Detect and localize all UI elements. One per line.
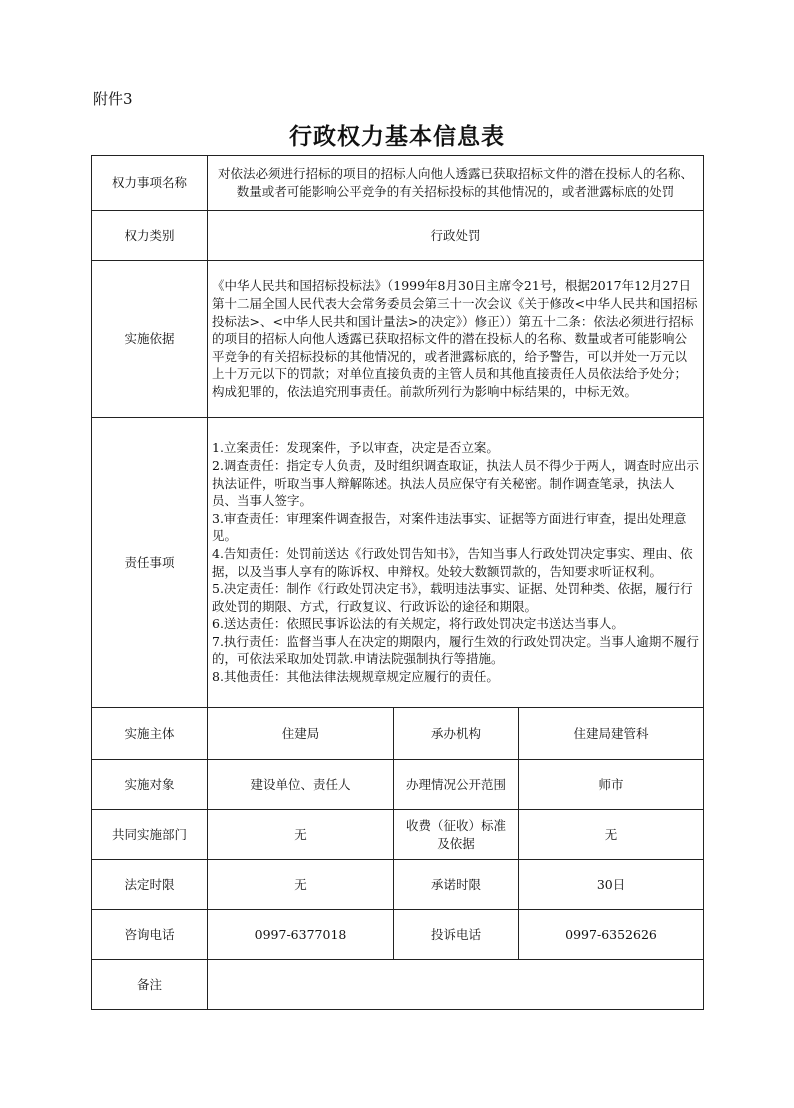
responsibility-item: 3.审查责任：审理案件调查报告，对案件违法事实、证据等方面进行审查，提出处理意见。 [212,510,687,544]
promised-time-value: 30日 [519,860,704,910]
complaint-phone-value: 0997-6352626 [519,910,704,960]
responsibility-item: 8.其他责任：其他法律法规规章规定应履行的责任。 [212,669,499,685]
basis-label: 实施依据 [92,261,208,418]
category-value: 行政处罚 [208,211,704,261]
row-time-limit [92,860,704,910]
responsibilities-label: 责任事项 [92,418,208,708]
consult-phone-label: 咨询电话 [92,910,208,960]
subject-value: 住建局 [208,708,394,760]
time-limit-label: 法定时限 [92,860,208,910]
remarks-value [208,960,704,1010]
power-name-value: 对依法必须进行招标的项目的招标人向他人透露已获取招标文件的潜在投标人的名称、数量或者可能影响公平竞争的有关招标投标的其他情况的，或者泄露标底的处罚 [208,156,704,211]
target-value: 建设单位、责任人 [208,760,394,810]
responsibility-item: 1.立案责任：发现案件，予以审查，决定是否立案。 [212,440,499,456]
target-label: 实施对象 [92,760,208,810]
agency-value: 住建局建管科 [519,708,704,760]
power-name-label: 权力事项名称 [92,156,208,211]
basis-value: 《中华人民共和国招标投标法》（1999年8月30日主席令21号，根据2017年12月27日第十二届全国人民代表大会常务委员会第三十一次会议《关于修改<中华人民共和国招标投标法>、<中华人民共和国计量法>的决定》）修正））第五十二条：依法必须进行招标的项目的招标人向他人透露已获取招标文件的潜在投标人的名称、数量或者可能影响公平竞争的有关招标投标的其他情况的，或者泄露标底的，给予警告，可以并处一万元以上十万元以下的罚款；对单位直接负责的主管人员和其他直接责任人员依法给予处分；构成犯罪的，依法追究刑事责任。前款所列行为影响中标结果的，中标无效。 [208,261,704,418]
responsibility-item: 4.告知责任：处罚前送达《行政处罚告知书》，告知当事人行政处罚决定事实、理由、依据，以及当事人享有的陈诉权、申辩权。处较大数额罚款的，告知要求听证权利。 [212,545,693,579]
fee-standard-value: 无 [519,810,704,860]
remarks-label: 备注 [92,960,208,1010]
disclosure-scope-value: 师市 [519,760,704,810]
row-target [92,760,704,810]
joint-dept-value: 无 [208,810,394,860]
consult-phone-value: 0997-6377018 [208,910,394,960]
responsibilities-list [208,418,704,708]
row-subject [92,708,704,760]
time-limit-value: 无 [208,860,394,910]
disclosure-scope-label: 办理情况公开范围 [394,760,519,810]
row-power-name [92,156,704,211]
promised-time-label: 承诺时限 [394,860,519,910]
info-table [91,155,704,1010]
row-basis [92,261,704,418]
attachment-label: 附件3 [93,90,133,108]
fee-standard-label: 收费（征收）标准及依据 [394,810,519,860]
responsibility-item: 2.调查责任：指定专人负责，及时组织调查取证，执法人员不得少于两人，调查时应出示执法证件，听取当事人辩解陈述。执法人员应保守有关秘密。制作调查笔录，执法人员、当事人签字。 [212,457,699,509]
row-joint-dept [92,810,704,860]
row-phone [92,910,704,960]
responsibility-item: 5.决定责任：制作《行政处罚决定书》，载明违法事实、证据、处罚种类、依据，履行行政处罚的期限、方式，行政复议、行政诉讼的途径和期限。 [212,581,693,614]
row-remarks [92,960,704,1010]
complaint-phone-label: 投诉电话 [394,910,519,960]
row-responsibilities [92,418,704,708]
responsibility-item: 7.执行责任：监督当事人在决定的期限内，履行生效的行政处罚决定。当事人逾期不履行的，可依法采取加处罚款.申请法院强制执行等措施。 [212,633,699,667]
responsibility-item: 6.送达责任：依照民事诉讼法的有关规定，将行政处罚决定书送达当事人。 [212,616,624,632]
joint-dept-label: 共同实施部门 [92,810,208,860]
page-title: 行政权力基本信息表 [289,123,505,150]
category-label: 权力类别 [92,211,208,261]
subject-label: 实施主体 [92,708,208,760]
row-category [92,211,704,261]
agency-label: 承办机构 [394,708,519,760]
